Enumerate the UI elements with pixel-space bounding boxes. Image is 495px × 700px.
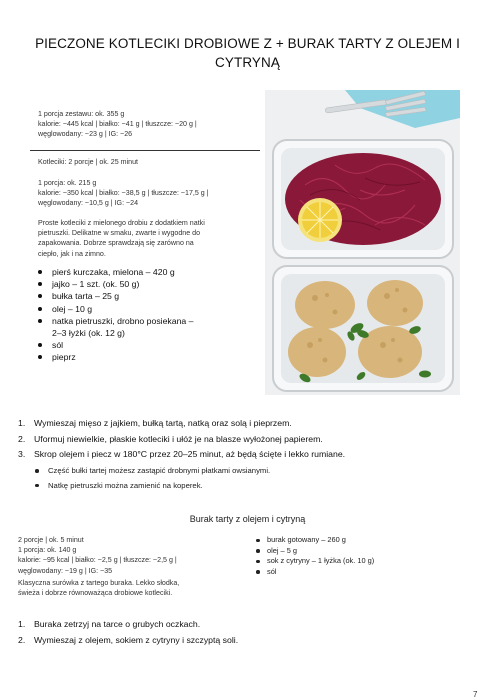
divider <box>30 150 260 151</box>
step-number: 2. <box>18 433 26 444</box>
beet-description <box>18 578 238 598</box>
ingredient-item: olej – 5 g <box>256 546 466 557</box>
step-number: 2. <box>18 634 26 645</box>
recipe-title: PIECZONE KOTLECIKI DROBIOWE Z + BURAK TARTY Z OLEJEM I CYTRYNĄ <box>35 36 460 70</box>
cutlets-steps <box>18 416 458 463</box>
ingredient-item: olej – 10 g <box>38 303 268 315</box>
ingredient-item: burak gotowany – 260 g <box>256 535 466 546</box>
description-line: ciepło, jak i na zimno. <box>38 249 106 258</box>
step-item <box>18 633 458 649</box>
step-item <box>18 416 458 432</box>
set-summary <box>38 109 258 140</box>
summary-line: kalorie: ~445 kcal | białko: ~41 g | tłuszcze: ~20 g | <box>38 120 197 129</box>
cutlets-description <box>38 218 260 259</box>
beet-recipe-title: Burak tarty z olejem i cytryną <box>189 514 306 524</box>
step-item <box>18 617 458 633</box>
step-item <box>18 447 458 463</box>
cutlets-portion <box>38 178 260 209</box>
beet-meta <box>18 535 238 576</box>
cutlets-ingredients-list <box>38 266 268 364</box>
meta-line: kalorie: ~95 kcal | białko: ~2,5 g | tłuszcze: ~2,5 g | <box>18 556 177 565</box>
step-item <box>18 432 458 448</box>
ingredient-item: jajko – 1 szt. (ok. 50 g) <box>38 278 268 290</box>
beet-steps <box>18 617 458 648</box>
cutlets-meta: Kotleciki: 2 porcje | ok. 25 minut <box>38 158 139 166</box>
ingredient-item: sól <box>38 339 268 351</box>
step-text: Wymieszaj z olejem, sokiem z cytryny i szczyptą soli. <box>34 634 239 645</box>
lemon-slice <box>298 198 342 242</box>
portion-line: kalorie: ~350 kcal | białko: ~38,5 g | tłuszcze: ~17,5 g | <box>38 189 209 198</box>
description-line: świeża i dobrze równoważąca drobiowe kotleciki. <box>18 589 173 598</box>
meta-line: węglowodany: ~19 g | IG: ~35 <box>18 566 113 575</box>
ingredient-item: sól <box>256 567 466 578</box>
summary-line: 1 porcja zestawu: ok. 355 g <box>38 110 125 118</box>
tip-item: Natkę pietruszki można zamienić na koperek. <box>35 479 455 494</box>
description-line: Klasyczna surówka z tartego buraka. Lekko słodka, <box>18 579 180 587</box>
ingredient-item: bułka tarta – 25 g <box>38 290 268 302</box>
summary-line: węglowodany: ~23 g | IG: ~26 <box>38 130 133 139</box>
step-number: 1. <box>18 418 26 428</box>
ingredient-item: pieprz <box>38 351 268 363</box>
ingredient-continuation: 2–3 łyżki (ok. 12 g) <box>52 328 125 339</box>
ingredient-item: sok z cytryny – 1 łyżka (ok. 10 g) <box>256 556 466 567</box>
meta-line: 2 porcje | ok. 5 minut <box>18 536 84 544</box>
tip-item: Część bułki tartej możesz zastąpić drobnymi płatkami owsianymi. <box>35 464 455 479</box>
step-text: Wymieszaj mięso z jajkiem, bułką tartą, natką oraz solą i pieprzem. <box>34 418 292 428</box>
step-number: 3. <box>18 449 26 459</box>
page-number: 7 <box>473 690 478 699</box>
description-line: pietruszki. Delikatne w smaku, zwarte i wygodne do <box>38 229 201 238</box>
ingredient-item: natka pietruszki, drobno posiekana – <box>38 315 268 327</box>
beet-ingredients-list <box>256 535 466 577</box>
step-text: Uformuj niewielkie, płaskie kotleciki i ułóż je na blasze wyłożonej papierem. <box>34 433 323 444</box>
portion-line: 1 porcja: ok. 215 g <box>38 179 97 187</box>
step-text: Buraka zetrzyj na tarce o grubych oczkach. <box>34 619 201 629</box>
step-number: 1. <box>18 619 26 629</box>
meta-line: 1 porcja: ok. 140 g <box>18 546 77 555</box>
step-text: Skrop olejem i piecz w 180°C przez 20–25 minut, aż będą ścięte i lekko rumiane. <box>34 449 346 459</box>
portion-line: węglowodany: ~10,5 g | IG: ~24 <box>38 199 139 208</box>
meal-prep-photo <box>265 90 460 395</box>
description-line: zapakowania. Dobrze sprawdzają się zarówno na <box>38 239 194 248</box>
cutlets-tips <box>35 464 455 493</box>
description-line: Proste kotleciki z mielonego drobiu z dodatkiem natki <box>38 219 205 227</box>
ingredient-item: pierś kurczaka, mielona – 420 g <box>38 266 268 278</box>
